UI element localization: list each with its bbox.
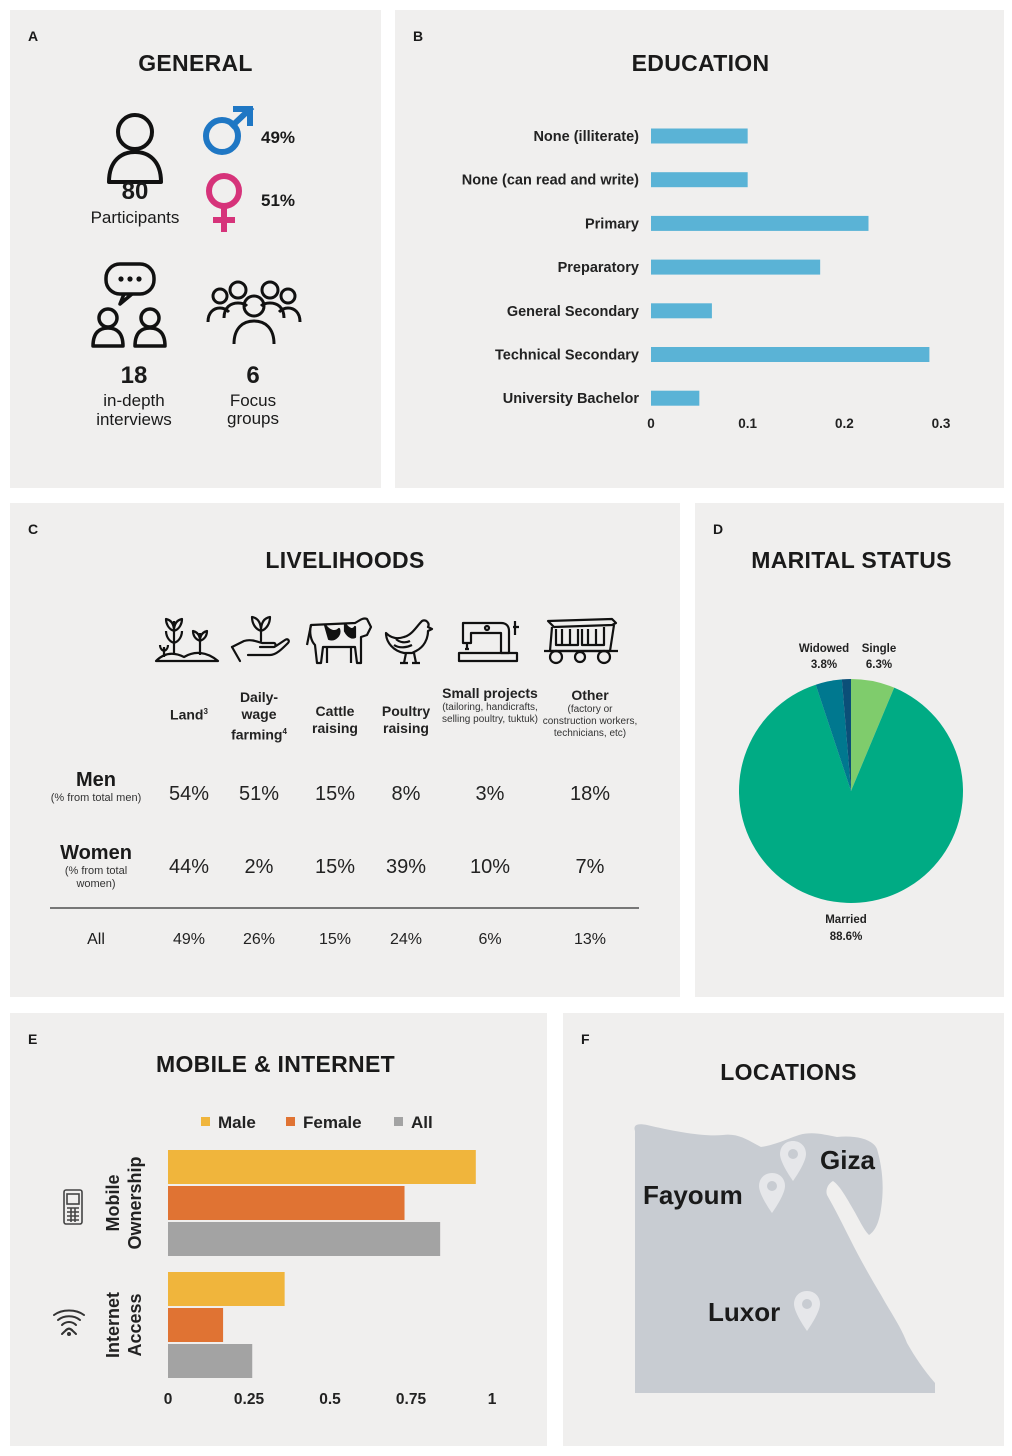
place-label-luxor: Luxor <box>708 1297 781 1327</box>
general-panel <box>10 10 381 488</box>
column-header-label: Daily-wage farming <box>231 689 283 743</box>
luxor-pin-icon <box>792 1289 822 1333</box>
female-percent: 51% <box>261 191 296 210</box>
fayoum-pin-icon <box>757 1171 787 1215</box>
education-bar <box>651 260 820 275</box>
row-label-text: Women <box>60 842 132 864</box>
category-label: Ownership <box>125 1156 145 1250</box>
focus-label-line1: Focus <box>229 391 277 410</box>
education-category-label: Preparatory <box>557 260 639 277</box>
interviews-label-line2: interviews <box>96 410 172 429</box>
table-cell: 15% <box>318 931 352 948</box>
marital-pie-chart <box>695 503 1004 997</box>
table-cell: 26% <box>242 931 276 948</box>
focus-label-line2: groups <box>227 409 279 428</box>
focus-count: 6 <box>246 362 260 389</box>
pie-label: Single <box>861 643 897 655</box>
locations-panel <box>563 1013 1004 1446</box>
education-bar <box>651 172 748 187</box>
mobile-tick-label: 0.5 <box>319 1391 341 1408</box>
panel-title: MARITAL STATUS <box>751 547 952 573</box>
panel-title: LIVELIHOODS <box>265 547 425 573</box>
table-cell: 51% <box>238 783 280 805</box>
column-header <box>442 685 538 726</box>
person-icon <box>104 108 166 186</box>
marital-panel <box>695 503 1004 997</box>
education-tick-label: 0 <box>647 416 655 431</box>
row-label <box>48 769 144 805</box>
poultry-icon <box>382 615 436 667</box>
row-label-text: All <box>87 931 105 948</box>
tuktuk-icon <box>542 611 622 667</box>
place-label-fayoum: Fayoum <box>643 1180 743 1210</box>
interviews-count: 18 <box>120 362 148 389</box>
mobile-phone-icon <box>62 1189 84 1225</box>
pie-label: 3.8% <box>810 659 838 671</box>
panel-letter: F <box>581 1031 590 1047</box>
mobile-bar <box>168 1308 223 1342</box>
table-cell: 49% <box>172 931 206 948</box>
land-icon <box>154 611 220 665</box>
interview-icon <box>90 260 170 352</box>
education-category-label: None (can read and write) <box>461 172 639 189</box>
column-header-label: Land <box>170 706 204 723</box>
footnote-marker: 4 <box>282 727 287 736</box>
row-label <box>48 931 144 949</box>
legend-swatch <box>394 1117 403 1126</box>
column-header-label: Poultry raising <box>381 703 431 736</box>
education-bar <box>651 216 869 231</box>
table-cell: 15% <box>314 856 356 878</box>
education-chart <box>395 10 1004 488</box>
column-header-label: Other <box>571 687 609 703</box>
column-header <box>226 689 292 744</box>
mobile-tick-label: 0.25 <box>233 1391 265 1408</box>
mobile-bar <box>168 1272 285 1306</box>
table-cell: 15% <box>314 783 356 805</box>
table-cell: 44% <box>168 856 210 878</box>
pie-label: Married <box>825 914 867 926</box>
row-label-text: Men <box>76 769 116 791</box>
mobile-bar <box>168 1150 476 1184</box>
sewing-machine-icon <box>457 613 521 665</box>
table-cell: 2% <box>244 856 274 878</box>
education-bar <box>651 347 929 362</box>
interviews-label-line1: in-depth <box>103 391 165 410</box>
education-bar <box>651 129 748 144</box>
footnote-marker: 3 <box>203 707 208 716</box>
education-tick-label: 0.3 <box>931 416 951 431</box>
legend-label: All <box>411 1113 433 1132</box>
participants-label: Participants <box>90 208 180 227</box>
wifi-icon <box>52 1309 86 1337</box>
education-category-label: Technical Secondary <box>495 347 639 364</box>
education-tick-label: 0.1 <box>738 416 758 431</box>
place-label-giza: Giza <box>820 1145 875 1175</box>
education-tick-label: 0.2 <box>834 416 854 431</box>
egypt-map <box>563 1013 1004 1446</box>
mobile-internet-chart <box>10 1013 547 1446</box>
row-label-note: (% from total men) <box>50 792 142 804</box>
pie-label: 88.6% <box>829 931 863 943</box>
column-header-label: Small projects <box>442 685 538 701</box>
education-category-label: University Bachelor <box>502 391 639 408</box>
column-header <box>373 703 439 737</box>
pie-label: Widowed <box>798 643 850 655</box>
panel-letter: D <box>713 521 724 537</box>
panel-letter: B <box>413 28 424 44</box>
mobile-panel <box>10 1013 547 1446</box>
column-header <box>302 703 368 737</box>
legend-swatch <box>201 1117 210 1126</box>
panel-title: EDUCATION <box>631 50 770 76</box>
category-label: Internet <box>103 1291 123 1359</box>
participants-count: 80 <box>121 178 149 205</box>
table-cell: 10% <box>469 856 511 878</box>
group-icon <box>206 278 302 346</box>
panel-title: GENERAL <box>138 50 253 76</box>
table-cell: 39% <box>385 856 427 878</box>
table-cell: 24% <box>389 931 423 948</box>
table-cell: 3% <box>475 783 505 805</box>
panel-title: MOBILE & INTERNET <box>156 1051 395 1077</box>
panel-letter: A <box>28 28 39 44</box>
row-label-note: (% from total women) <box>64 865 128 890</box>
table-cell: 6% <box>478 931 502 948</box>
column-header-note: (tailoring, handicrafts, selling poultry, tuktuk) <box>442 702 538 725</box>
table-cell: 8% <box>391 783 421 805</box>
mobile-tick-label: 0.75 <box>395 1391 427 1408</box>
male-percent: 49% <box>261 128 296 147</box>
panel-letter: E <box>28 1031 38 1047</box>
education-bar <box>651 303 712 318</box>
female-symbol-icon <box>204 172 244 234</box>
legend-swatch <box>286 1117 295 1126</box>
column-header-note: (factory or construction workers, technicians, etc) <box>542 704 638 739</box>
cattle-icon <box>305 611 375 667</box>
column-header <box>542 687 638 740</box>
category-label: Access <box>125 1293 145 1357</box>
column-header-label: Cattle raising <box>312 703 358 736</box>
column-header <box>156 703 222 724</box>
table-divider <box>50 907 639 909</box>
mobile-bar <box>168 1186 405 1220</box>
education-category-label: General Secondary <box>506 303 639 320</box>
education-bar <box>651 391 699 406</box>
mobile-tick-label: 0 <box>163 1391 173 1408</box>
panel-letter: C <box>28 521 39 537</box>
daily-wage-icon <box>230 611 292 665</box>
row-label <box>48 842 144 891</box>
education-category-label: Primary <box>584 216 639 233</box>
education-category-label: None (illiterate) <box>533 129 639 145</box>
table-cell: 13% <box>573 931 607 948</box>
table-cell: 54% <box>168 783 210 805</box>
mobile-tick-label: 1 <box>487 1391 497 1408</box>
legend-label: Male <box>218 1113 256 1132</box>
mobile-bar <box>168 1344 252 1378</box>
panel-title: LOCATIONS <box>720 1059 857 1085</box>
table-cell: 18% <box>569 783 611 805</box>
livelihoods-panel <box>10 503 680 997</box>
category-label: Mobile <box>103 1174 123 1232</box>
pie-label: 6.3% <box>865 659 893 671</box>
mobile-bar <box>168 1222 440 1256</box>
education-panel <box>395 10 1004 488</box>
legend-label: Female <box>303 1113 362 1132</box>
male-symbol-icon <box>200 106 256 158</box>
table-cell: 7% <box>575 856 605 878</box>
